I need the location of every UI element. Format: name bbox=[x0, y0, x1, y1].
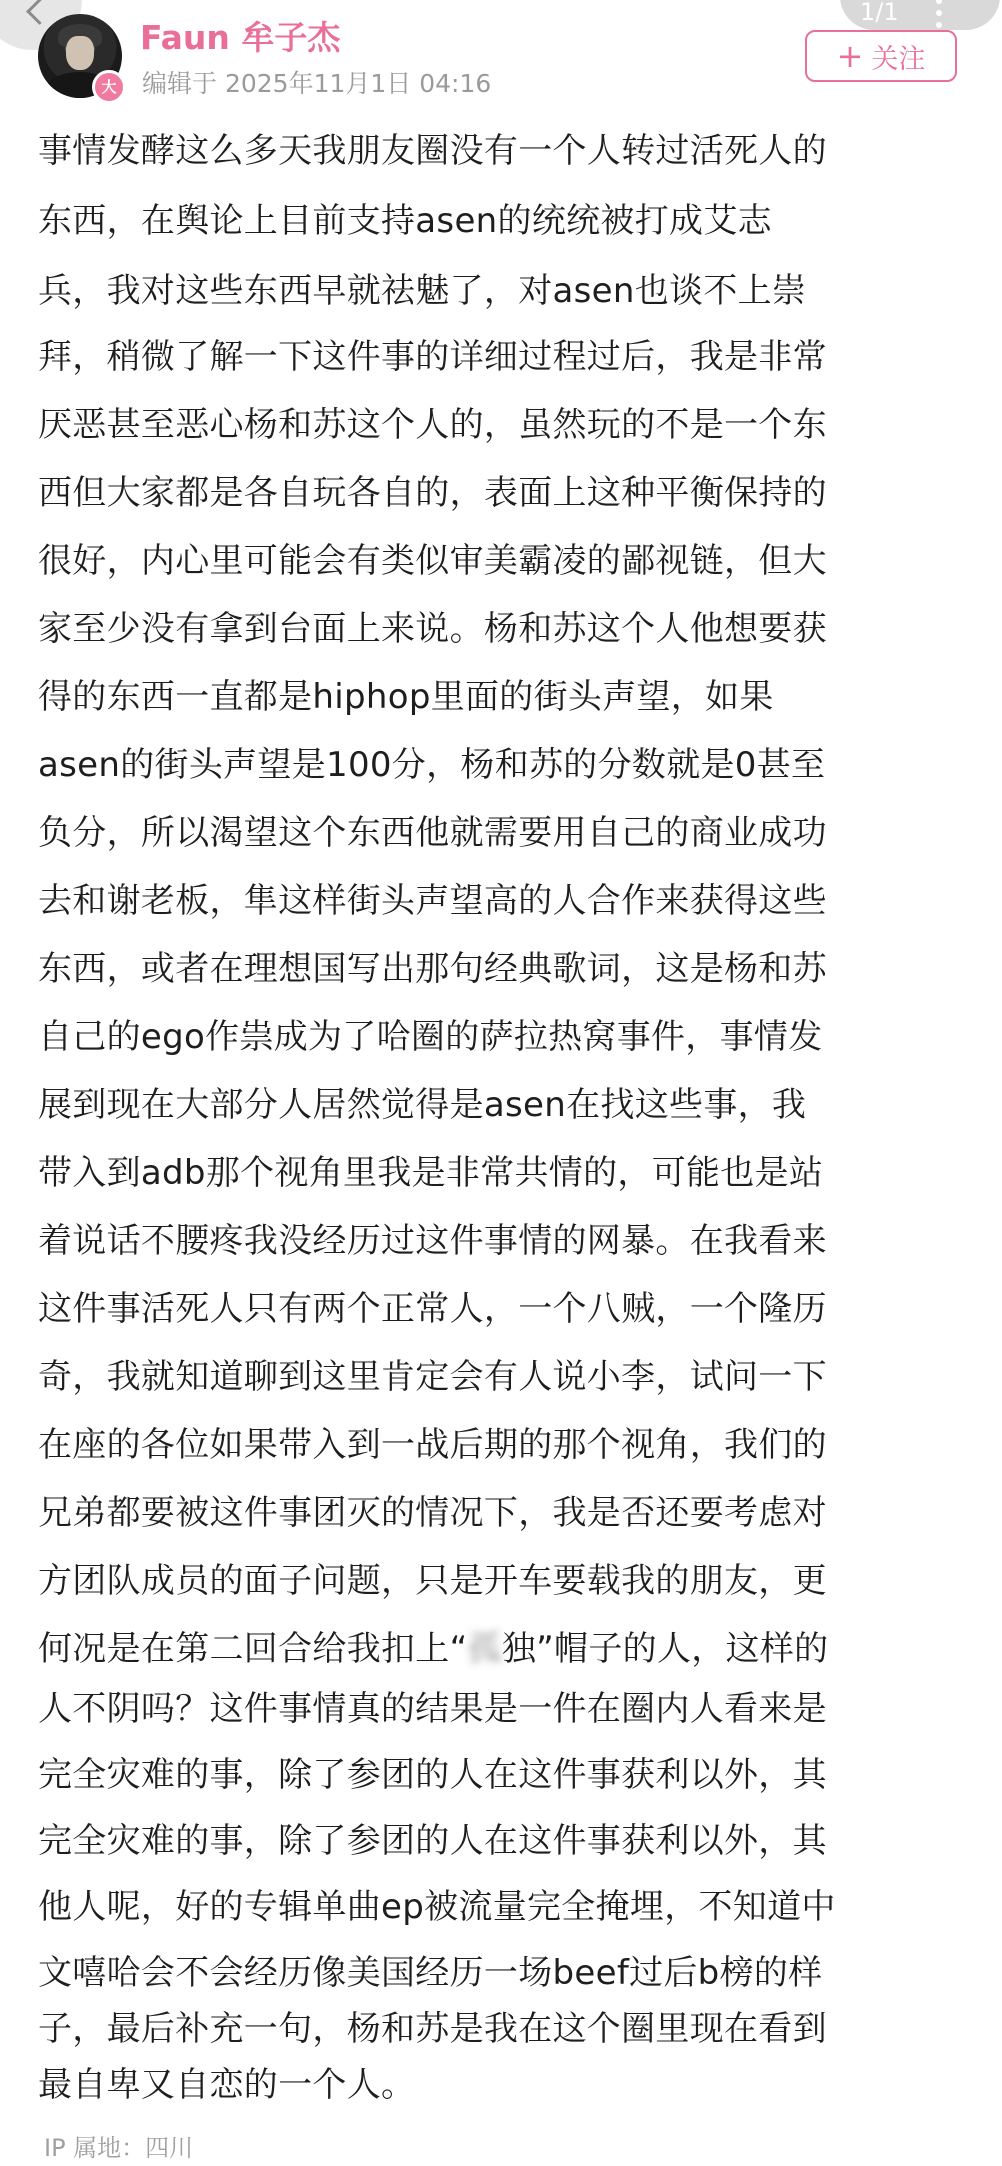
plus-icon: + bbox=[836, 37, 864, 75]
post-line: 文嘻哈会不会经历像美国经历一场beef过后b榜的样 bbox=[38, 1953, 823, 1993]
post-line: 拜，稍微了解一下这件事的详细过程过后，我是非常 bbox=[38, 337, 827, 377]
post-line: 带入到adb那个视角里我是非常共情的，可能也是站 bbox=[38, 1153, 824, 1193]
post-line: 完全灾难的事，除了参团的人在这件事获利以外，其 bbox=[38, 1755, 827, 1795]
post-line: 很好，内心里可能会有类似审美霸凌的鄙视链，但大 bbox=[38, 541, 827, 581]
post-line: asen的街头声望是100分，杨和苏的分数就是0甚至 bbox=[38, 745, 826, 785]
post-line: 西但大家都是各自玩各自的，表面上这种平衡保持的 bbox=[38, 473, 827, 513]
post-line: 东西，在舆论上目前支持asen的统统被打成艾志 bbox=[38, 201, 772, 241]
blurred-word: 孤 bbox=[467, 1629, 502, 1669]
post-line: 着说话不腰疼我没经历过这件事情的网暴。在我看来 bbox=[38, 1221, 827, 1261]
post-line: 最自卑又自恋的一个人。 bbox=[38, 2065, 416, 2105]
post-line: 自己的ego作祟成为了哈圈的萨拉热窝事件，事情发 bbox=[38, 1017, 823, 1057]
edit-timestamp: 编辑于 2025年11月1日 04:16 bbox=[142, 69, 492, 98]
follow-button[interactable] bbox=[805, 30, 957, 82]
post-line: 兄弟都要被这件事团灭的情况下，我是否还要考虑对 bbox=[38, 1493, 827, 1533]
post-line: 人不阴吗？这件事情真的结果是一件在圈内人看来是 bbox=[38, 1689, 827, 1729]
back-chevron-icon bbox=[26, 0, 53, 25]
post-line: 事情发酵这么多天我朋友圈没有一个人转过活死人的 bbox=[38, 131, 827, 171]
vip-badge-icon: 大 bbox=[92, 70, 126, 104]
post-line: 展到现在大部分人居然觉得是asen在找这些事，我 bbox=[38, 1085, 807, 1125]
post-line: 方团队成员的面子问题，只是开车要载我的朋友，更 bbox=[38, 1561, 827, 1601]
post-line: 他人呢，好的专辑单曲ep被流量完全掩埋，不知道中 bbox=[38, 1887, 836, 1927]
post-line-segment: 独”帽子的人，这样的 bbox=[501, 1629, 829, 1669]
post-line: 这件事活死人只有两个正常人，一个八贼，一个隆历 bbox=[38, 1289, 827, 1329]
username[interactable]: Faun 牟子杰 bbox=[140, 18, 341, 57]
post-line: 兵，我对这些东西早就祛魅了，对asen也谈不上崇 bbox=[38, 271, 807, 311]
follow-label: 关注 bbox=[871, 43, 926, 75]
page-indicator: 1/1 bbox=[860, 0, 899, 26]
post-line: 负分，所以渴望这个东西他就需要用自己的商业成功 bbox=[38, 813, 827, 853]
post-line: 去和谢老板，隼这样街头声望高的人合作来获得这些 bbox=[38, 881, 827, 921]
more-dots-icon[interactable] bbox=[935, 0, 943, 28]
post-line-with-blur bbox=[38, 1629, 829, 1669]
post-line: 奇，我就知道聊到这里肯定会有人说小李，试问一下 bbox=[38, 1357, 827, 1397]
post-line: 完全灾难的事，除了参团的人在这件事获利以外，其 bbox=[38, 1821, 827, 1861]
post-line: 东西，或者在理想国写出那句经典歌词，这是杨和苏 bbox=[38, 949, 827, 989]
post-line: 家至少没有拿到台面上来说。杨和苏这个人他想要获 bbox=[38, 609, 827, 649]
ip-location: IP 属地：四川 bbox=[44, 2134, 194, 2162]
post-line: 子，最后补充一句，杨和苏是我在这个圈里现在看到 bbox=[38, 2009, 827, 2049]
post-line: 得的东西一直都是hiphop里面的街头声望，如果 bbox=[38, 677, 774, 717]
post-line: 厌恶甚至恶心杨和苏这个人的，虽然玩的不是一个东 bbox=[38, 405, 827, 445]
post-line-segment: 何况是在第二回合给我扣上“ bbox=[38, 1629, 468, 1669]
post-line: 在座的各位如果带入到一战后期的那个视角，我们的 bbox=[38, 1425, 827, 1465]
